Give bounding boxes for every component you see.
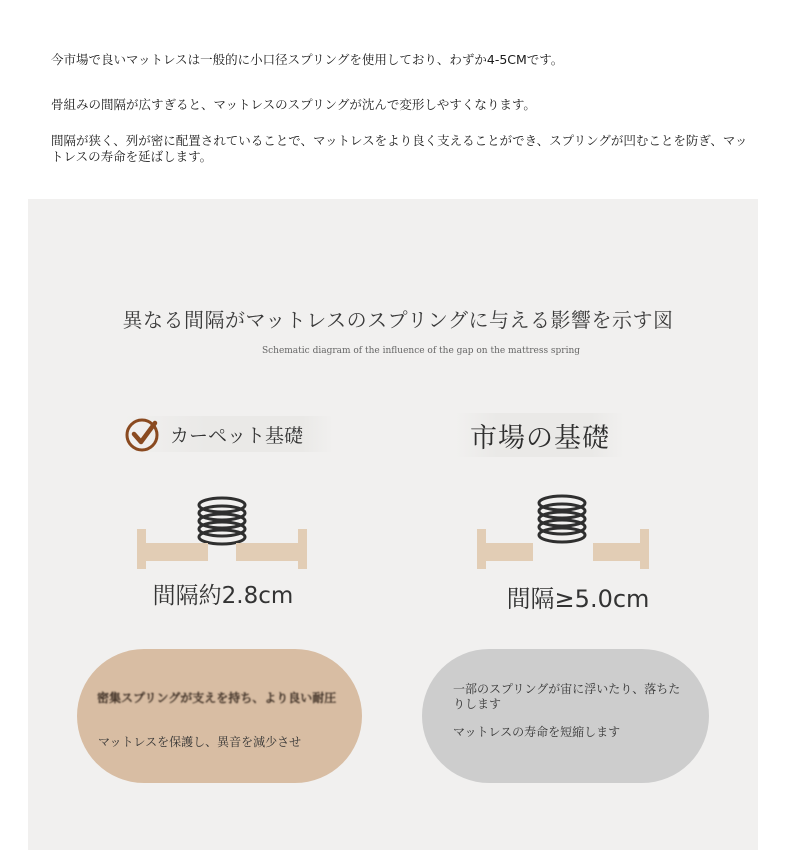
spring-coil-icon [539,496,585,542]
carpet-base-benefits [77,649,362,783]
narrow-gap-spring-diagram [134,491,314,571]
market-base-label [456,413,624,457]
intro-paragraph-3-line-1: 間隔が狭く、列が密に配置されていることで、マットレスをより良く支えることができ、スプリングが凹むことを防ぎ、マッ [51,133,748,148]
blurred-benefit-text: 密集スプリングが支えを持ち、より良い耐圧 [97,691,337,705]
intro-paragraph-3 [51,133,747,165]
carpet-base-label [124,416,333,452]
check-circle-icon [124,415,162,453]
carpet-base-text: カーペット基礎 [170,424,304,447]
intro-paragraph-3-line-2: トレスの寿命を延ばします。 [51,149,213,164]
spring-coil-icon [199,498,245,544]
intro-paragraph-1: 今市場で良いマットレスは一般的に小口径スプリングを使用しており、わずか4-5CMです。 [51,52,564,67]
diagram-panel [28,199,758,850]
market-base-text: 市場の基礎 [470,422,610,454]
drawback-text-1: 一部のスプリングが宙に浮いたり、落ちたりします [453,682,681,711]
wide-gap-spring-diagram [474,491,654,571]
intro-paragraph-2: 骨組みの間隔が広すぎると、マットレスのスプリングが沈んで変形しやすくなります。 [51,97,536,112]
intro-text [51,40,790,180]
drawback-text-2: マットレスの寿命を短縮します [453,725,621,739]
market-base-drawbacks [422,649,709,783]
wide-gap-value: 間隔≥5.0cm [506,585,650,613]
benefit-text: マットレスを保護し、異音を減少させ [98,735,302,749]
narrow-gap-value: 間隔約2.8cm [152,583,294,609]
diagram-subtitle: Schematic diagram of the influence of the gap on the mattress spring [261,346,581,356]
diagram-title: 異なる間隔がマットレスのスプリングに与える影響を示す図 [122,308,674,332]
